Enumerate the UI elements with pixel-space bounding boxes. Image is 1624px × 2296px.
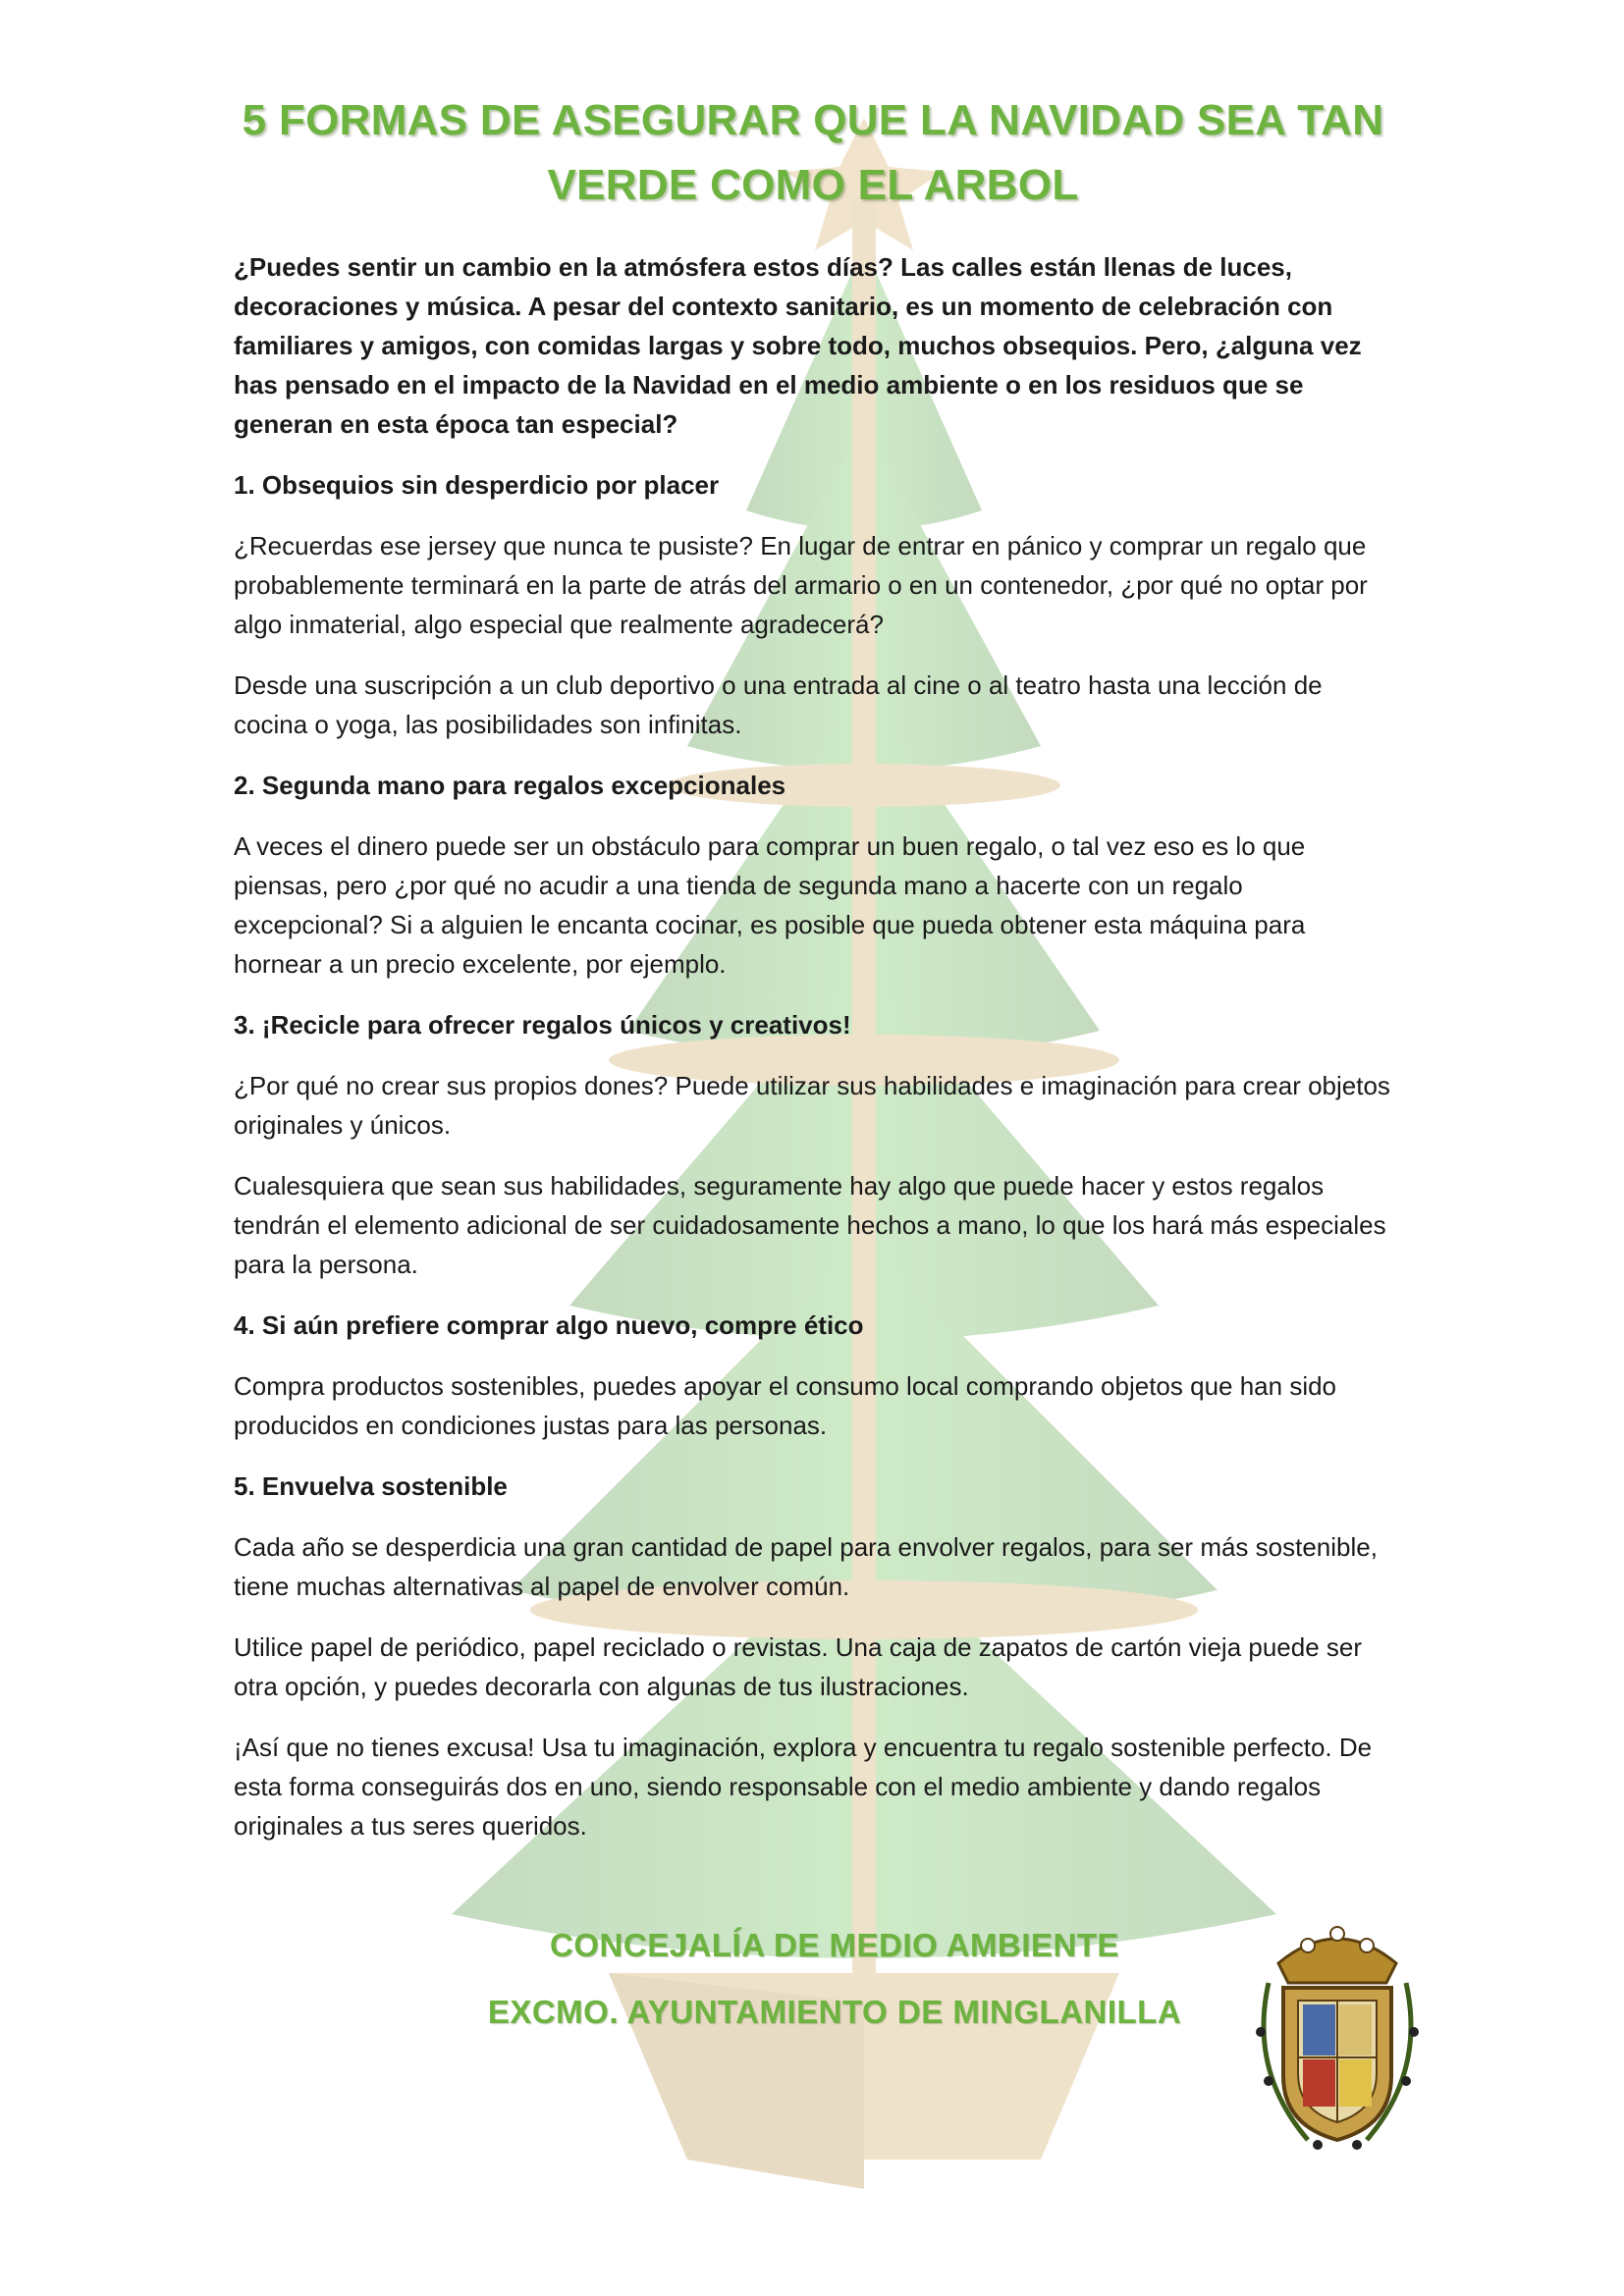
section-4-heading: 4. Si aún prefiere comprar algo nuevo, compre ético [234,1310,864,1340]
section-1-paragraph: ¿Recuerdas ese jersey que nunca te pusiste? En lugar de entrar en pánico y comprar un regalo que probablemente terminará en la parte de atrás del armario o en un contenedor, ¿por qué no optar por algo inmaterial, algo especial que realmente agradecerá? [234,531,1368,639]
closing-paragraph: ¡Así que no tienes excusa! Usa tu imaginación, explora y encuentra tu regalo sostenible perfecto. De esta forma conseguirás dos en uno, siendo responsable con el medio ambiente y dando regalos originales a tus seres queridos. [234,1733,1373,1841]
section-4-paragraph: Compra productos sostenibles, puedes apoyar el consumo local comprando objetos que han sido producidos en condiciones justas para las personas. [234,1371,1337,1440]
section-3-paragraph: ¿Por qué no crear sus propios dones? Puede utilizar sus habilidades e imaginación para crear objetos originales y únicos. [234,1071,1390,1140]
section-2-heading: 2. Segunda mano para regalos excepcionales [234,771,786,800]
section-3-paragraph: Cualesquiera que sean sus habilidades, seguramente hay algo que puede hacer y estos regalos tendrán el elemento adicional de ser cuidadosamente hechos a mano, lo que los hará más especiales para la persona. [234,1171,1386,1279]
section-1-paragraph: Desde una suscripción a un club deportivo o una entrada al cine o al teatro hasta una lección de cocina o yoga, las posibilidades son infinitas. [234,670,1323,739]
footer-department: CONCEJALÍA DE MEDIO AMBIENTE [550,1927,1119,1963]
coat-of-arms-icon [1249,1895,1426,2160]
footer-council: EXCMO. AYUNTAMIENTO DE MINGLANILLA [487,1994,1182,2030]
title-line-2: VERDE COMO EL ARBOL [547,161,1079,209]
section-3-heading: 3. ¡Recicle para ofrecer regalos únicos y creativos! [234,1010,851,1040]
section-5-paragraph: Utilice papel de periódico, papel reciclado o revistas. Una caja de zapatos de cartón vieja puede ser otra opción, y puedes decorarla con algunas de tus ilustraciones. [234,1632,1363,1701]
section-1-heading: 1. Obsequios sin desperdicio por placer [234,470,720,500]
section-5-heading: 5. Envuelva sostenible [234,1471,508,1501]
title-line-1: 5 FORMAS DE ASEGURAR QUE LA NAVIDAD SEA TAN [242,96,1384,144]
intro-paragraph: ¿Puedes sentir un cambio en la atmósfera estos días? Las calles están llenas de luces, decoraciones y música. A pesar del contexto sanitario, es un momento de celebración con familiares y amigos, con comidas largas y sobre todo, muchos obsequios. Pero, ¿alguna vez has pensado en el impacto de la Navidad en el medio ambiente o en los residuos que se generan en esta época tan especial? [234,252,1362,439]
page-title [234,88,1392,218]
section-5-paragraph: Cada año se desperdicia una gran cantidad de papel para envolver regalos, para ser más sostenible, tiene muchas alternativas al papel de envolver común. [234,1532,1378,1601]
section-2-paragraph: A veces el dinero puede ser un obstáculo para comprar un buen regalo, o tal vez eso es lo que piensas, pero ¿por qué no acudir a una tienda de segunda mano a hacerte con un regalo excepcional? Si a alguien le encanta cocinar, es posible que pueda obtener esta máquina para hornear a un precio excelente, por ejemplo. [234,831,1306,979]
footer-signature [393,1924,1276,2034]
article-body [234,88,1392,1867]
